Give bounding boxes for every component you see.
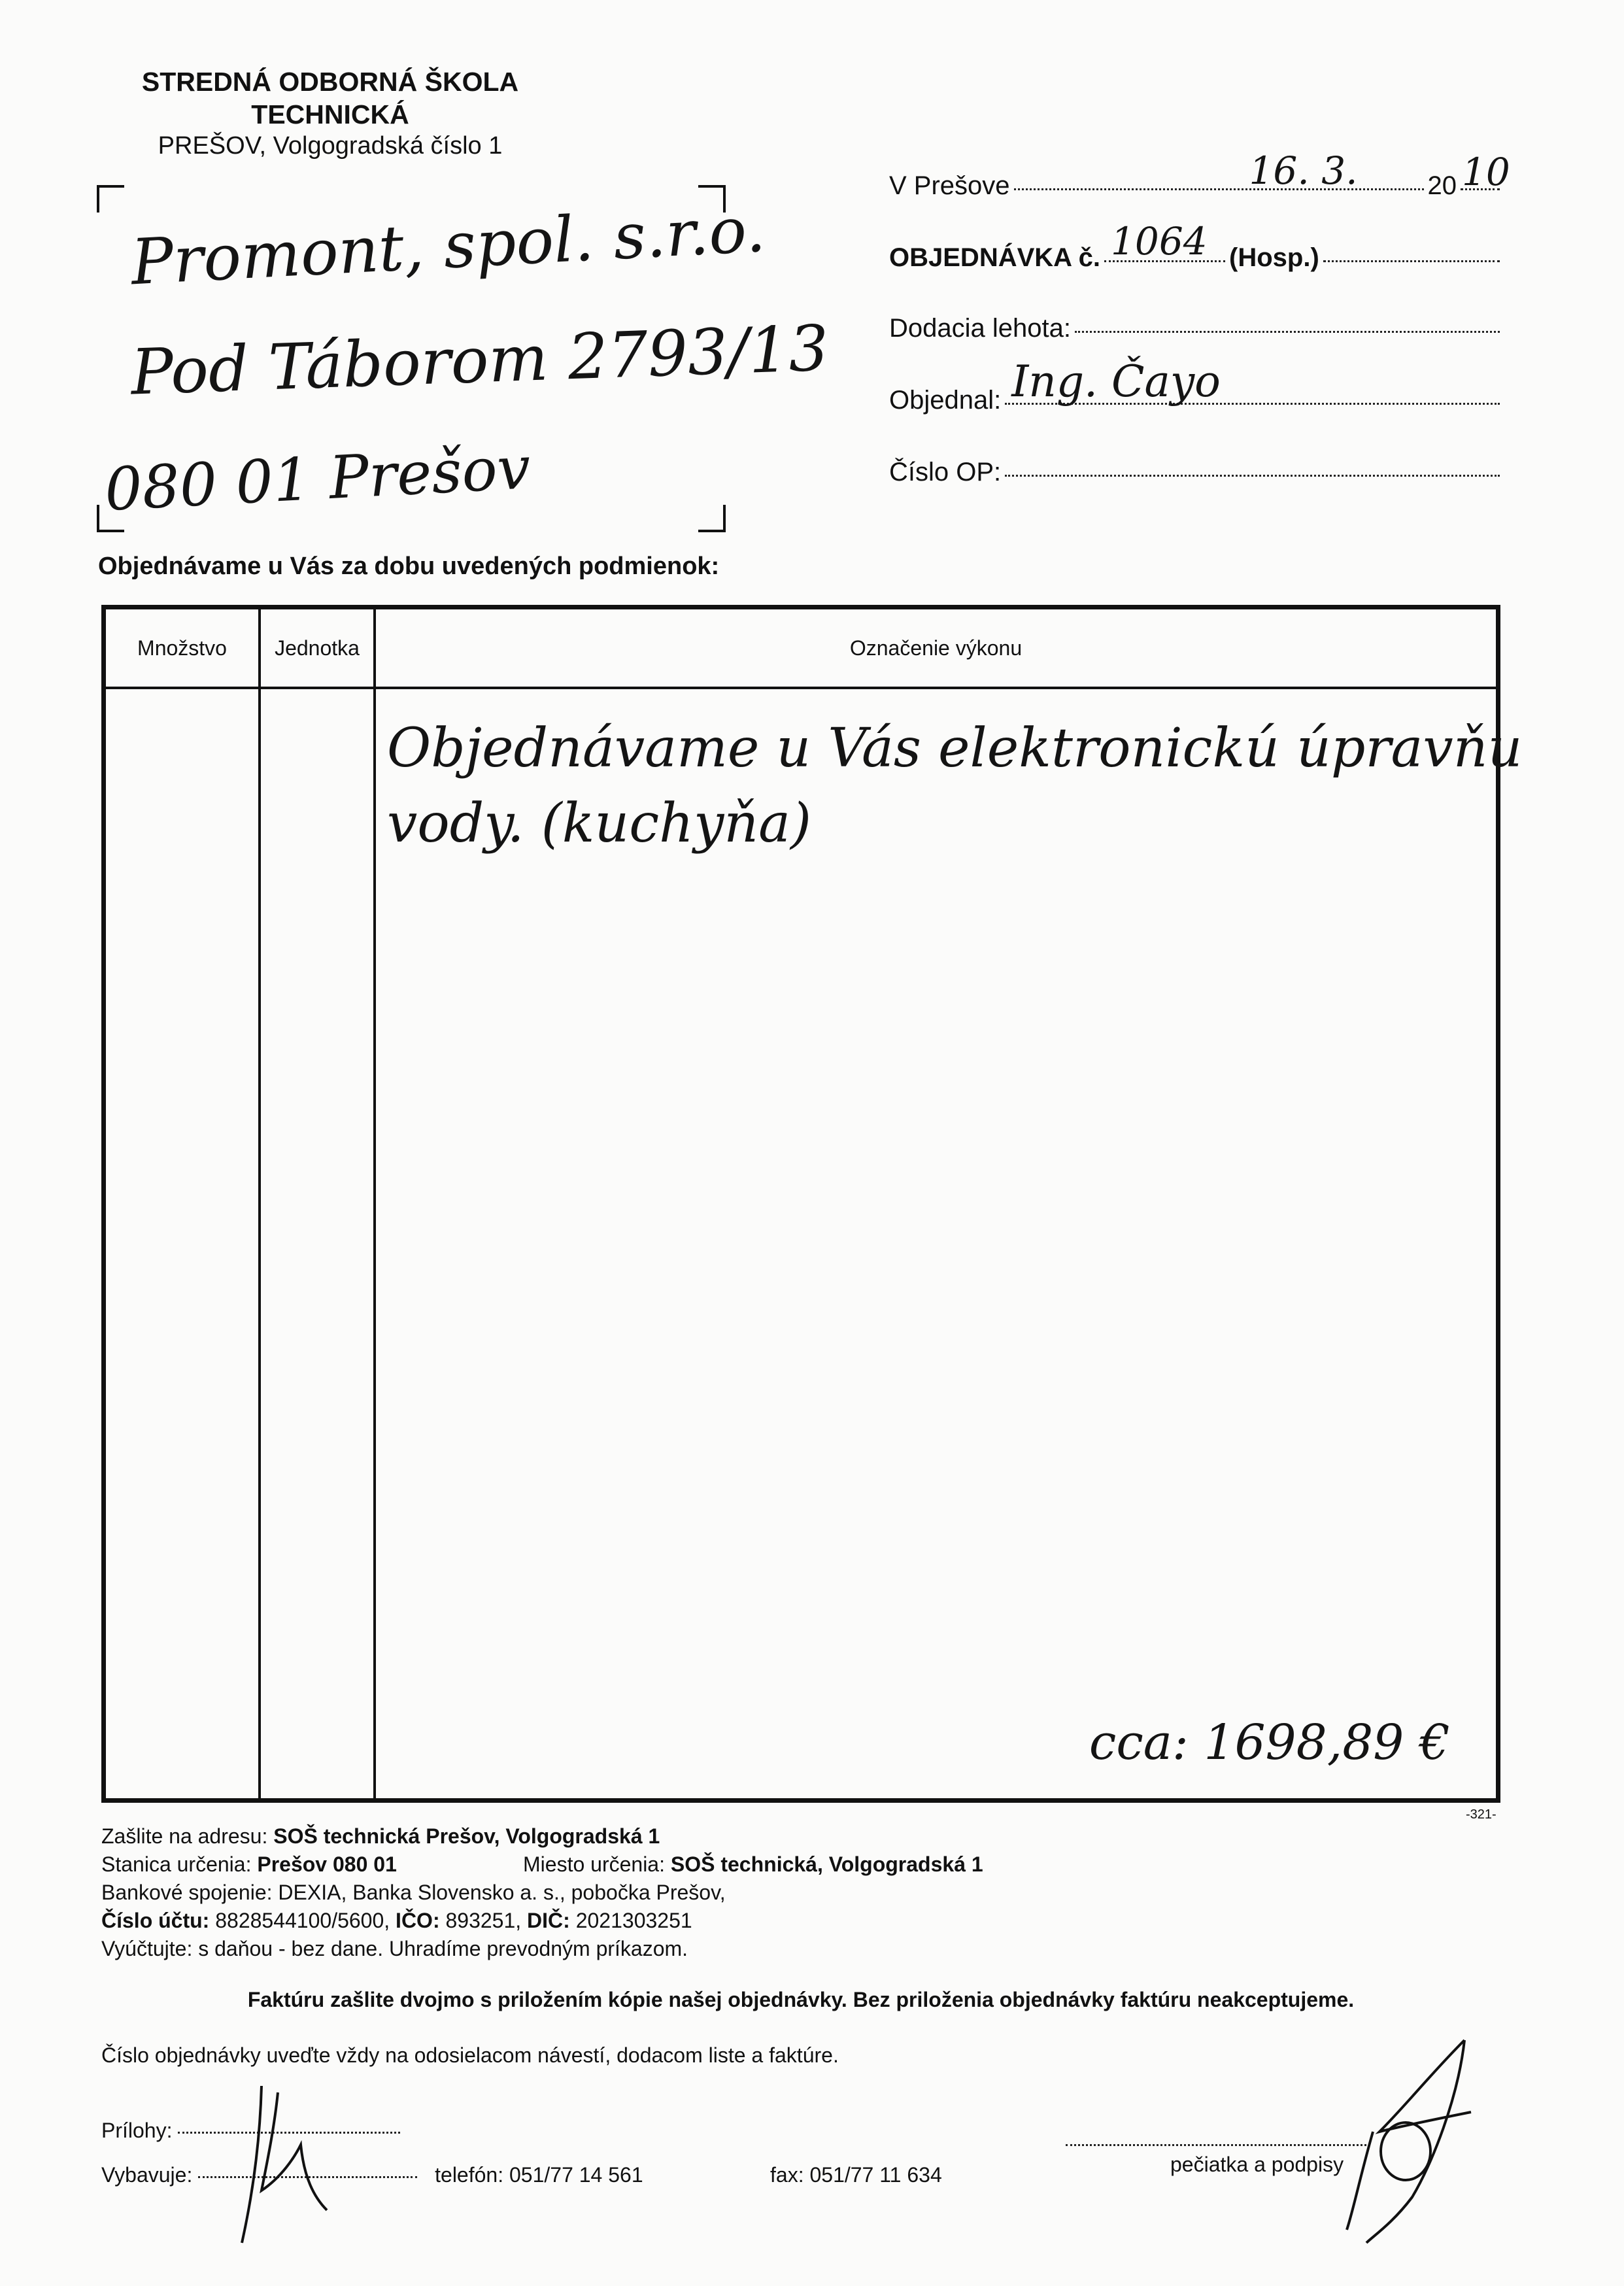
op-row: [889, 458, 1504, 487]
col-header-unit: Jednotka: [275, 636, 360, 660]
phone-value: 051/77 14 561: [509, 2163, 643, 2187]
fax-row: [770, 2163, 942, 2187]
delivery-row: [889, 314, 1504, 343]
destination-label: Miesto určenia:: [523, 1852, 665, 1876]
date-dots: [1014, 148, 1424, 193]
invoice-note: Faktúru zašlite dvojmo s priložením kópie našej objednávky. Bez priloženia objednávky faktúru neakceptujeme.: [247, 1988, 1355, 2011]
order-number-row: [889, 219, 1504, 273]
year-value: 10: [1462, 150, 1510, 194]
price-estimate: cca: 1698,89 €: [1089, 1714, 1450, 1771]
hosp-dots: [1323, 260, 1500, 262]
bank-label: Bankové spojenie:: [101, 1881, 273, 1904]
col-divider-1: [258, 609, 261, 1798]
address-box-corner-br: [698, 505, 726, 532]
account-label: Číslo účtu:: [101, 1909, 210, 1932]
description-line1: Objednávame u Vás elektronickú úpravňu: [387, 717, 1523, 779]
dic-label: DIČ:: [527, 1909, 570, 1932]
op-dots: [1005, 474, 1500, 477]
ordered-by-row: [889, 356, 1504, 415]
op-label: Číslo OP:: [889, 458, 1002, 486]
ico-label: IČO:: [396, 1909, 440, 1932]
place-label: V Prešove: [889, 171, 1010, 200]
header-divider: [106, 687, 1496, 689]
send-label: Zašlite na adresu:: [101, 1824, 268, 1848]
ordered-by-label: Objednal:: [889, 386, 1002, 415]
billing-label: Vyúčtujte:: [101, 1937, 193, 1960]
hosp-label: (Hosp.): [1229, 243, 1319, 272]
order-number-dots: [1104, 219, 1225, 264]
order-number-label: OBJEDNÁVKA č.: [889, 243, 1101, 272]
destination-value: SOŠ technická, Volgogradská 1: [670, 1852, 983, 1876]
fax-value: 051/77 11 634: [809, 2163, 942, 2187]
recipient-city: 080 01 Prešov: [103, 434, 532, 524]
fax-label: fax:: [770, 2163, 804, 2187]
school-address: PREŠOV, Volgogradská číslo 1: [158, 132, 503, 160]
delivery-label: Dodacia lehota:: [889, 314, 1071, 343]
phone-label: telefón:: [435, 2163, 504, 2187]
school-name: [78, 65, 582, 131]
order-table: [101, 605, 1523, 1803]
handler-signature: [222, 2079, 353, 2249]
col-header-quantity: Množstvo: [137, 636, 227, 660]
billing-row: [101, 1937, 688, 1961]
account-row: [101, 1909, 692, 1933]
account-value: 8828544100/5600,: [215, 1909, 390, 1932]
ico-value: 893251,: [445, 1909, 522, 1932]
stamp-signature: [1334, 2034, 1491, 2249]
destination-row: [523, 1852, 983, 1877]
description-line2: vody. (kuchyňa): [387, 793, 811, 855]
col-divider-2: [373, 609, 376, 1798]
address-box-corner-tl: [97, 185, 124, 213]
billing-value: s daňou - bez dane. Uhradíme prevodným príkazom.: [198, 1937, 688, 1960]
school-name-line1: STREDNÁ ODBORNÁ ŠKOLA: [141, 67, 519, 97]
station-value: Prešov 080 01: [257, 1852, 397, 1876]
handler-row: [101, 2163, 643, 2187]
year-dots: [1461, 150, 1510, 194]
ordered-by-value: Ing. Čayo: [1011, 356, 1221, 407]
stamp-dots: [1066, 2143, 1366, 2146]
order-number-note: Číslo objednávky uveďte vždy na odosielacom návestí, dodacom liste a faktúre.: [101, 2043, 839, 2067]
school-name-line2: TECHNICKÁ: [251, 99, 409, 129]
recipient-name: Promont, spol. s.r.o.: [129, 192, 768, 299]
year-prefix: 20: [1427, 171, 1457, 200]
attachments-label: Prílohy:: [101, 2119, 173, 2142]
bank-row: [101, 1881, 726, 1905]
delivery-dots: [1075, 330, 1500, 333]
col-header-description: Označenie výkonu: [849, 636, 1023, 660]
ordered-by-dots: [1005, 356, 1500, 407]
order-number-value: 1064: [1111, 219, 1208, 264]
dic-value: 2021303251: [575, 1909, 692, 1932]
handler-label: Vybavuje:: [101, 2163, 193, 2187]
send-value: SOŠ technická Prešov, Volgogradská 1: [273, 1824, 660, 1848]
date-value: 16. 3.: [1249, 148, 1358, 193]
station-row: [101, 1852, 397, 1877]
bank-value: DEXIA, Banka Slovensko a. s., pobočka Prešov,: [278, 1881, 726, 1904]
recipient-street: Pod Táborom 2793/13: [129, 311, 830, 409]
stamp-label: pečiatka a podpisy: [1170, 2153, 1344, 2176]
station-label: Stanica určenia:: [101, 1852, 252, 1876]
send-row: [101, 1824, 660, 1849]
form-code: -321-: [1466, 1807, 1497, 1822]
date-row: [889, 148, 1510, 201]
intro-text: Objednávame u Vás za dobu uvedených podmienok:: [98, 553, 720, 580]
